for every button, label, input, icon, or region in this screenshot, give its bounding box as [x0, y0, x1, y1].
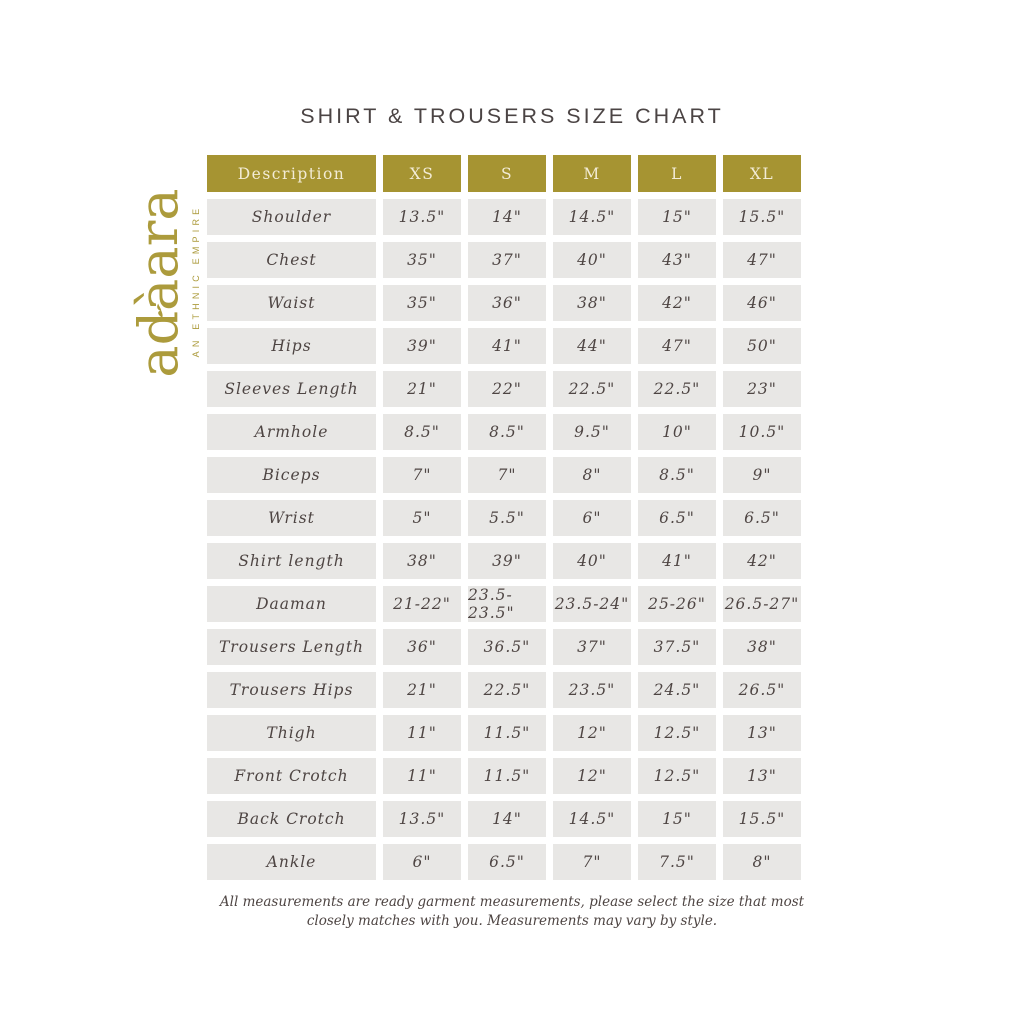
brand-logo-rotated — [127, 188, 201, 378]
row-label: Waist — [207, 285, 376, 321]
measurement-cell: 6" — [553, 500, 631, 536]
measurement-cell: 6.5" — [723, 500, 801, 536]
measurement-cell: 24.5" — [638, 672, 716, 708]
measurement-cell: 42" — [723, 543, 801, 579]
measurement-cell: 23.5" — [553, 672, 631, 708]
measurement-cell: 6.5" — [638, 500, 716, 536]
measurement-cell: 7.5" — [638, 844, 716, 880]
measurement-cell: 5.5" — [468, 500, 546, 536]
measurement-cell: 15" — [638, 801, 716, 837]
row-label: Front Crotch — [207, 758, 376, 794]
measurement-cell: 35" — [383, 285, 461, 321]
bird-flourish-icon — [123, 303, 135, 319]
measurement-cell: 9.5" — [553, 414, 631, 450]
page-title: SHIRT & TROUSERS SIZE CHART — [300, 104, 724, 128]
measurement-cell: 8.5" — [383, 414, 461, 450]
brand-tagline: AN ETHNIC EMPIRE — [190, 204, 201, 358]
header-size-s: S — [468, 155, 546, 192]
measurement-cell: 40" — [553, 543, 631, 579]
measurement-cell: 36" — [383, 629, 461, 665]
measurement-cell: 10" — [638, 414, 716, 450]
header-description: Description — [207, 155, 376, 192]
row-label: Chest — [207, 242, 376, 278]
measurement-cell: 40" — [553, 242, 631, 278]
measurement-cell: 37" — [553, 629, 631, 665]
measurement-cell: 42" — [638, 285, 716, 321]
brand-wordmark — [127, 188, 191, 378]
measurement-cell: 50" — [723, 328, 801, 364]
measurement-cell: 8.5" — [468, 414, 546, 450]
measurement-cell: 5" — [383, 500, 461, 536]
measurement-cell: 37" — [468, 242, 546, 278]
measurement-cell: 21" — [383, 672, 461, 708]
header-size-l: L — [638, 155, 716, 192]
row-label: Thigh — [207, 715, 376, 751]
measurement-cell: 22" — [468, 371, 546, 407]
measurement-cell: 11.5" — [468, 758, 546, 794]
measurement-cell: 23" — [723, 371, 801, 407]
measurement-cell: 39" — [468, 543, 546, 579]
row-label: Sleeves Length — [207, 371, 376, 407]
measurement-cell: 14" — [468, 801, 546, 837]
measurement-cell: 7" — [553, 844, 631, 880]
measurement-cell: 39" — [383, 328, 461, 364]
measurement-cell: 12" — [553, 715, 631, 751]
header-size-m: M — [553, 155, 631, 192]
measurement-cell: 7" — [383, 457, 461, 493]
measurement-cell: 7" — [468, 457, 546, 493]
brand-wordmark-text: adàara — [127, 188, 191, 378]
row-label: Hips — [207, 328, 376, 364]
measurement-cell: 6" — [383, 844, 461, 880]
footer-note-line2: closely matches with you. Measurements may vary by style. — [306, 912, 718, 929]
measurement-cell: 6.5" — [468, 844, 546, 880]
measurement-cell: 21" — [383, 371, 461, 407]
measurement-cell: 22.5" — [553, 371, 631, 407]
measurement-cell: 26.5-27" — [723, 586, 801, 622]
measurement-cell: 11" — [383, 715, 461, 751]
row-label: Trousers Length — [207, 629, 376, 665]
header-size-xl: XL — [723, 155, 801, 192]
measurement-cell: 47" — [638, 328, 716, 364]
footer-note-line1: All measurements are ready garment measurements, please select the size that most — [219, 894, 805, 910]
measurement-cell: 12.5" — [638, 715, 716, 751]
measurement-cell: 14.5" — [553, 199, 631, 235]
measurement-cell: 38" — [723, 629, 801, 665]
measurement-cell: 13" — [723, 715, 801, 751]
row-label: Daaman — [207, 586, 376, 622]
measurement-cell: 15.5" — [723, 801, 801, 837]
row-label: Shoulder — [207, 199, 376, 235]
measurement-cell: 23.5-24" — [553, 586, 631, 622]
measurement-cell: 15" — [638, 199, 716, 235]
measurement-cell: 46" — [723, 285, 801, 321]
measurement-cell: 37.5" — [638, 629, 716, 665]
measurement-cell: 35" — [383, 242, 461, 278]
measurement-cell: 15.5" — [723, 199, 801, 235]
measurement-cell: 47" — [723, 242, 801, 278]
measurement-cell: 12" — [553, 758, 631, 794]
measurement-cell: 25-26" — [638, 586, 716, 622]
row-label: Biceps — [207, 457, 376, 493]
size-table — [207, 155, 801, 880]
measurement-cell: 38" — [383, 543, 461, 579]
measurement-cell: 41" — [468, 328, 546, 364]
measurement-cell: 41" — [638, 543, 716, 579]
row-label: Trousers Hips — [207, 672, 376, 708]
measurement-cell: 8" — [723, 844, 801, 880]
row-label: Back Crotch — [207, 801, 376, 837]
measurement-cell: 11.5" — [468, 715, 546, 751]
measurement-cell: 21-22" — [383, 586, 461, 622]
header-size-xs: XS — [383, 155, 461, 192]
measurement-cell: 14" — [468, 199, 546, 235]
row-label: Shirt length — [207, 543, 376, 579]
measurement-cell: 22.5" — [468, 672, 546, 708]
measurement-cell: 22.5" — [638, 371, 716, 407]
measurement-cell: 12.5" — [638, 758, 716, 794]
measurement-cell: 23.5-23.5" — [468, 586, 546, 622]
measurement-cell: 36" — [468, 285, 546, 321]
row-label: Wrist — [207, 500, 376, 536]
measurement-cell: 11" — [383, 758, 461, 794]
measurement-cell: 43" — [638, 242, 716, 278]
measurement-cell: 13.5" — [383, 801, 461, 837]
measurement-cell: 14.5" — [553, 801, 631, 837]
row-label: Ankle — [207, 844, 376, 880]
measurement-cell: 8.5" — [638, 457, 716, 493]
measurement-cell: 9" — [723, 457, 801, 493]
measurement-cell: 26.5" — [723, 672, 801, 708]
measurement-cell: 10.5" — [723, 414, 801, 450]
measurement-cell: 44" — [553, 328, 631, 364]
measurement-cell: 36.5" — [468, 629, 546, 665]
measurement-cell: 13.5" — [383, 199, 461, 235]
measurement-cell: 38" — [553, 285, 631, 321]
row-label: Armhole — [207, 414, 376, 450]
measurement-cell: 8" — [553, 457, 631, 493]
footer-note — [212, 893, 812, 931]
measurement-cell: 13" — [723, 758, 801, 794]
